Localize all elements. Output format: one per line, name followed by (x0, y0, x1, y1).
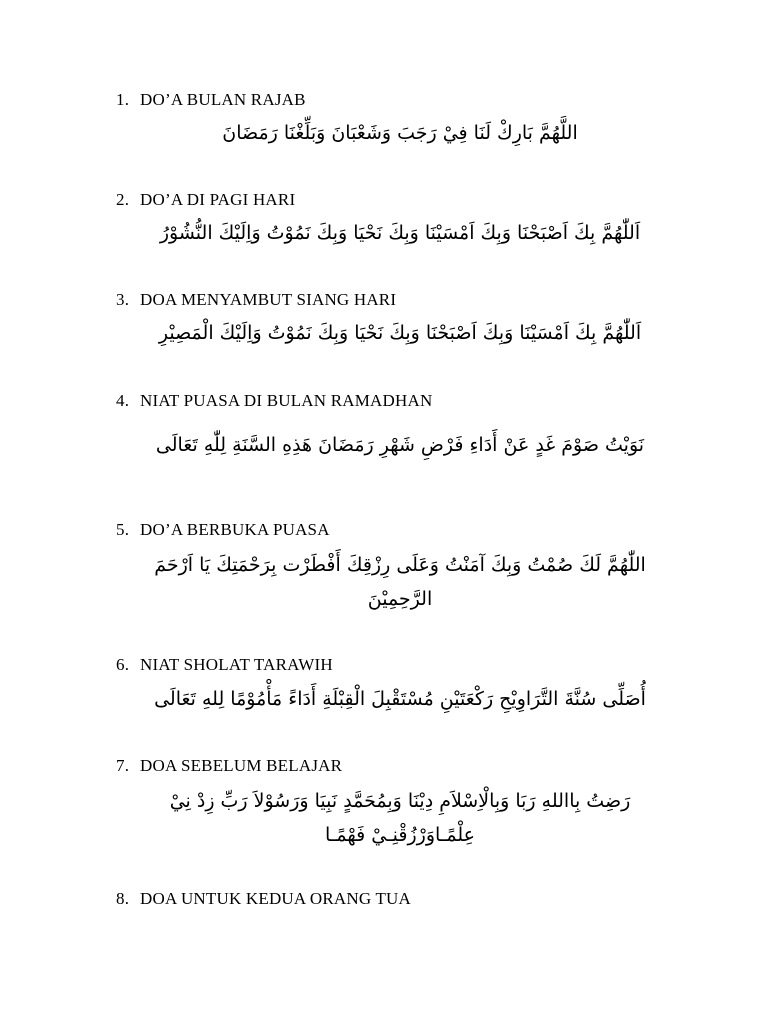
section-title: NIAT PUASA DI BULAN RAMADHAN (140, 391, 433, 410)
section-7-heading (116, 756, 342, 776)
section-number: 2. (116, 190, 130, 209)
section-number: 7. (116, 756, 130, 775)
section-title: DOA MENYAMBUT SIANG HARI (140, 290, 397, 309)
section-number: 3. (116, 290, 130, 309)
section-number: 5. (116, 520, 130, 539)
section-6-heading (116, 655, 333, 675)
section-1-arabic-text: اللَّهُمَّ بَارِكْ لَنَا فِيْ رَجَبَ وَشَعْبَانَ وَبَلِّغْنَا رَمَضَانَ (222, 122, 578, 144)
section-number: 6. (116, 655, 130, 674)
section-5-arabic-text: اللّٰهُمَّ لَكَ صُمْتُ وَبِكَ آمَنْتُ وَعَلَى رِزْقِكَ أَفْطَرْت بِرَحْمَتِكَ يَا اَرْحَمَ الرَّحِمِيْنَ (154, 554, 646, 610)
section-3-heading (116, 290, 396, 310)
section-6-arabic-text: أُصَلِّى سُنَّةَ التَّرَاوِيْحِ رَكْعَتَيْنِ مُسْتَقْبِلَ الْقِبْلَةِ أَدَاءً مَأْمُوْمًا لِلهِ تَعَالَى (154, 688, 646, 710)
section-title: DOA UNTUK KEDUA ORANG TUA (140, 889, 412, 908)
section-number: 8. (116, 889, 130, 908)
section-2-arabic-text: اَللّٰهُمَّ بِكَ اَصْبَحْنَا وَبِكَ اَمْسَيْنَا وَبِكَ نَحْيَا وَبِكَ نَمُوْتُ وَاِلَيْكَ النُّشُوْرُ (159, 222, 641, 244)
section-5-heading (116, 520, 330, 540)
section-1-heading (116, 90, 306, 110)
section-number: 1. (116, 90, 130, 109)
section-title: DO’A BERBUKA PUASA (140, 520, 330, 539)
section-title: DO’A DI PAGI HARI (140, 190, 296, 209)
section-title: NIAT SHOLAT TARAWIH (140, 655, 333, 674)
section-7-arabic-text: رَضِتُ بِااللهِ رَبَا وَبِالْاِسْلاَمِ دِيْنَا وَبِمُحَمَّدٍ نَبِيَا وَرَسُوْلاَ رَبِّ زِدْ نِيْ عِلْمًـاوَرْزُقْنِـيْ فَهْمًـا (169, 790, 631, 846)
section-4-heading (116, 391, 432, 411)
section-2-heading (116, 190, 295, 210)
section-3-arabic-text: اَللّٰهُمَّ بِكَ اَمْسَيْنَا وَبِكَ اَصْبَحْنَا وَبِكَ نَحْيَا وَبِكَ نَمُوْتُ وَاِلَيْكَ الْمَصِيْرِ (158, 322, 642, 344)
section-title: DO’A BULAN RAJAB (140, 90, 306, 109)
section-4-arabic-text: نَوَيْتُ صَوْمَ غَدٍ عَنْ أَدَاءِ فَرْضِ شَهْرِ رَمَضَانَ هَذِهِ السَّنَةِ لِلّٰهِ تَعَالَى (155, 434, 645, 456)
section-title: DOA SEBELUM BELAJAR (140, 756, 343, 775)
section-number: 4. (116, 391, 130, 410)
section-8-heading (116, 889, 411, 909)
